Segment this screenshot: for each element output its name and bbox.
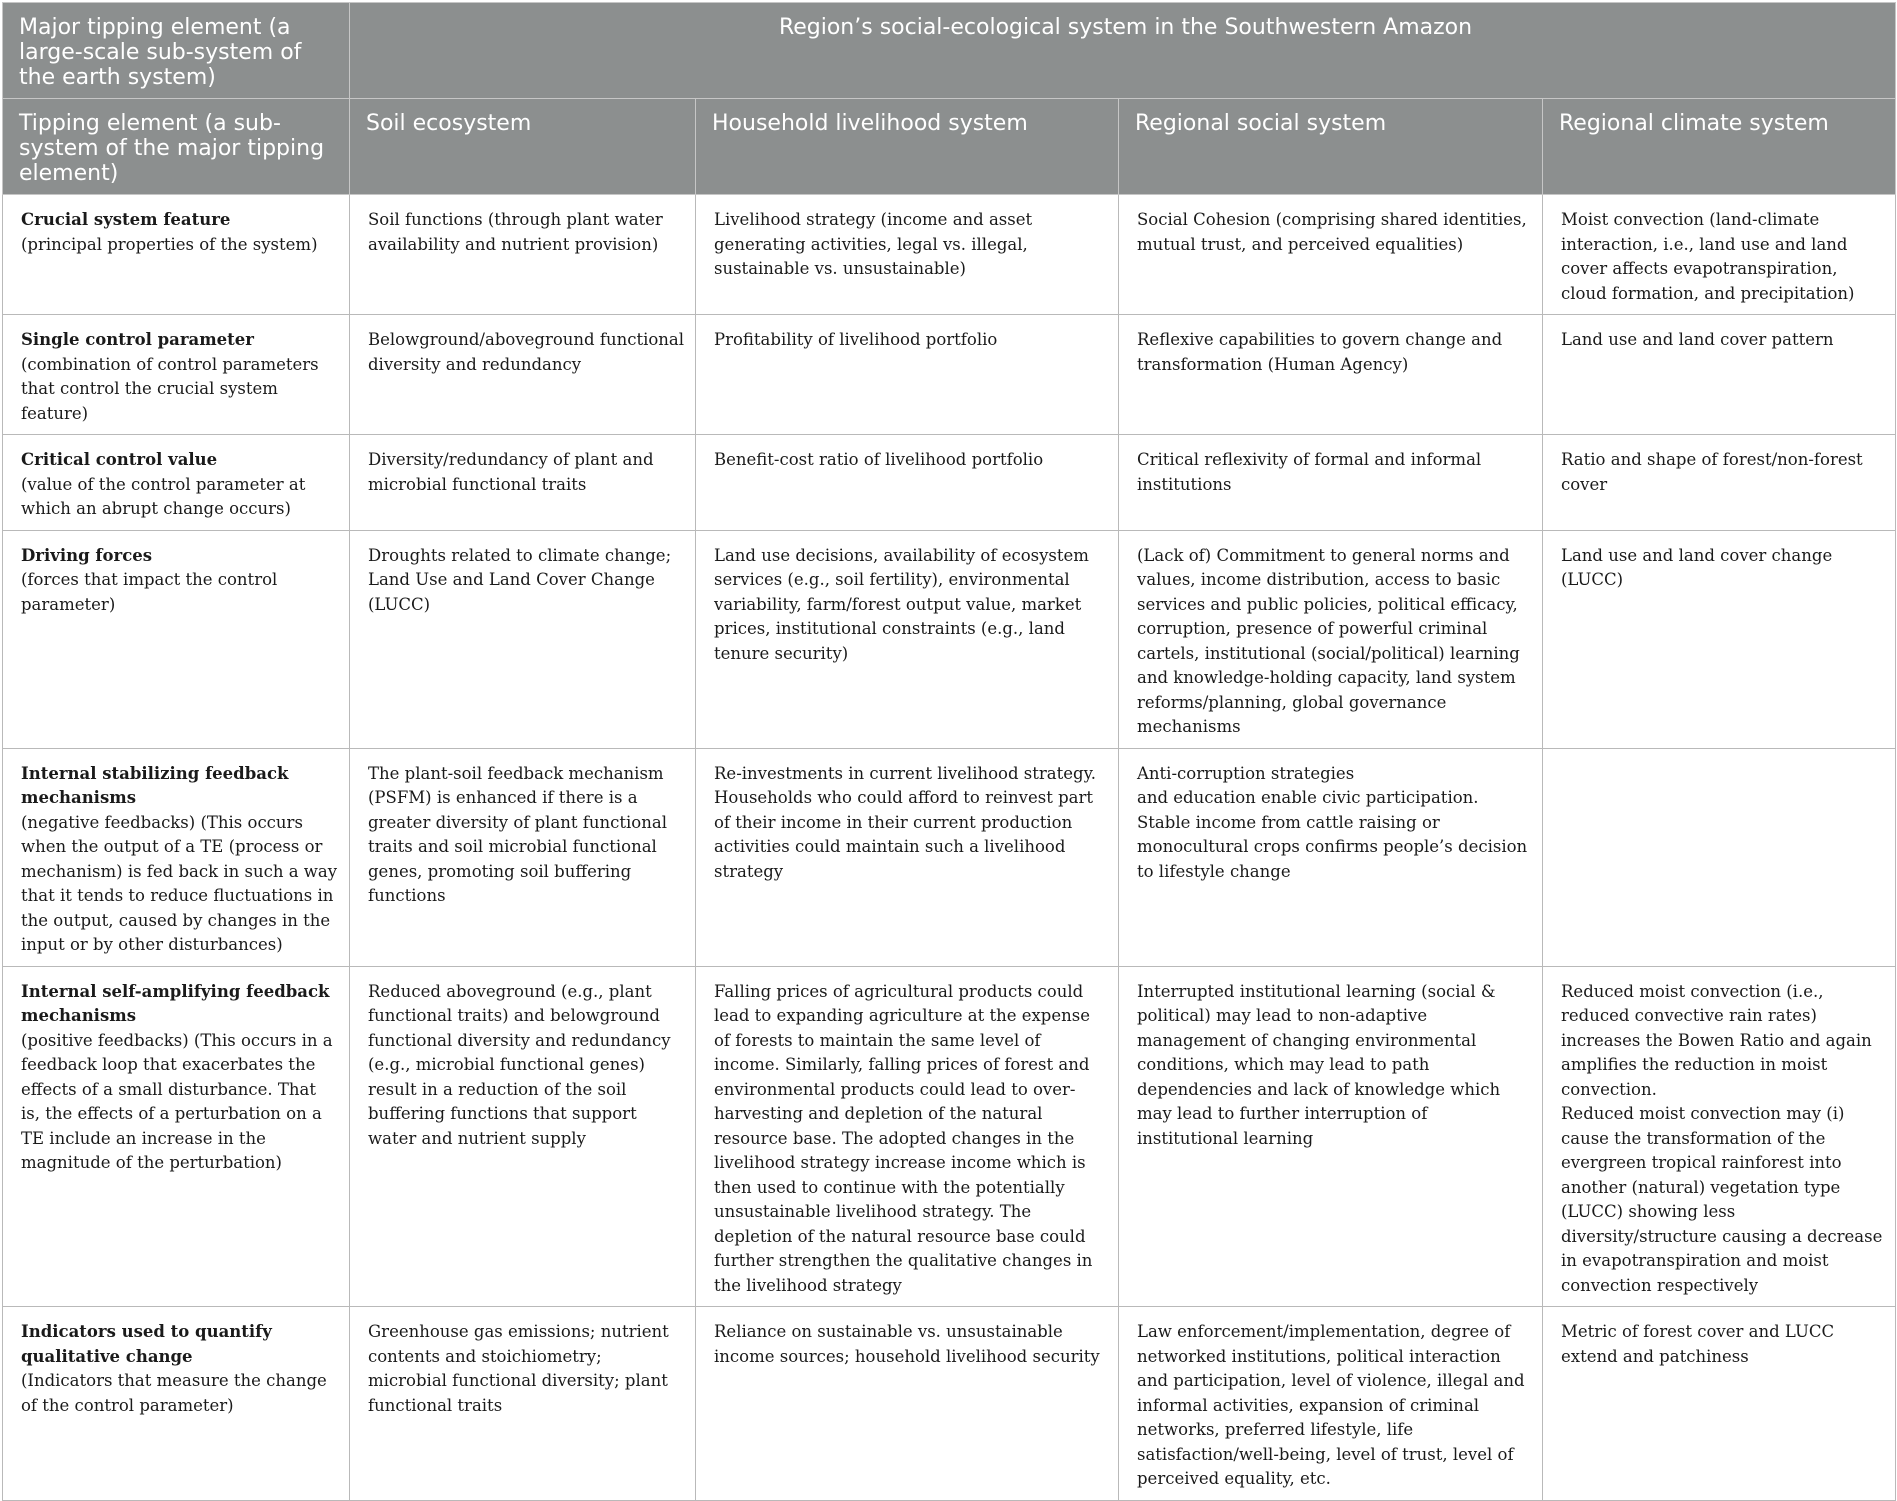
cell-household: Livelihood strategy (income and asset generating activities, legal vs. illegal, sustainable vs. unsustainable) (696, 195, 1119, 315)
cell-soil: Greenhouse gas emissions; nutrient contents and stoichiometry; microbial functional diversity; plant functional traits (350, 1307, 696, 1501)
table-row-control-parameter (3, 315, 1896, 435)
row-label (3, 195, 350, 315)
cell-household: Benefit-cost ratio of livelihood portfolio (696, 435, 1119, 531)
row-label (3, 530, 350, 748)
table-row-indicators (3, 1307, 1896, 1501)
cell-soil: Belowground/aboveground functional diversity and redundancy (350, 315, 696, 435)
row-label (3, 435, 350, 531)
cell-social: Social Cohesion (comprising shared identities, mutual trust, and perceived equalities) (1119, 195, 1543, 315)
header-region-system: Region’s social-ecological system in the Southwestern Amazon (350, 3, 1896, 99)
cell-household: Profitability of livelihood portfolio (696, 315, 1119, 435)
cell-household: Reliance on sustainable vs. unsustainable income sources; household livelihood security (696, 1307, 1119, 1501)
cell-climate: Land use and land cover change (LUCC) (1543, 530, 1896, 748)
row-label-title: Single control parameter (21, 330, 254, 349)
row-label-title: Internal stabilizing feedback mechanisms (21, 763, 289, 807)
row-label (3, 748, 350, 966)
row-label-title: Crucial system feature (21, 210, 231, 229)
header-col-climate: Regional climate system (1543, 99, 1896, 195)
cell-social: Interrupted institutional learning (social & political) may lead to non-adaptive management of changing environmental conditions, which may lead to path dependencies and lack of knowledge which may lead to further interruption of institutional learning (1119, 966, 1543, 1307)
row-label-title: Critical control value (21, 450, 218, 469)
cell-line: Anti-corruption strategies (1137, 763, 1355, 783)
header-col-social: Regional social system (1119, 99, 1543, 195)
cell-household: Land use decisions, availability of ecosystem services (e.g., soil fertility), environmental variability, farm/forest output value, market prices, institutional constraints (e.g., land tenure security) (696, 530, 1119, 748)
cell-soil: Diversity/redundancy of plant and microbial functional traits (350, 435, 696, 531)
header-col-soil: Soil ecosystem (350, 99, 696, 195)
cell-climate: Moist convection (land-climate interaction, i.e., land use and land cover affects evapotranspiration, cloud formation, and precipitation) (1543, 195, 1896, 315)
cell-line: Stable income from cattle raising or monocultural crops confirms people’s decision to lifestyle change (1137, 812, 1528, 881)
header-row-tipping (3, 99, 1896, 195)
cell-social: Critical reflexivity of formal and informal institutions (1119, 435, 1543, 531)
row-label-title: Internal self-amplifying feedback mechanisms (21, 981, 330, 1025)
row-label (3, 315, 350, 435)
header-tipping-element: Tipping element (a sub-system of the major tipping element) (3, 99, 350, 195)
header-major-tipping-element: Major tipping element (a large-scale sub-system of the earth system) (3, 3, 350, 99)
table-row-stabilizing-feedback (3, 748, 1896, 966)
row-label (3, 1307, 350, 1501)
row-label-desc: (value of the control parameter at which an abrupt change occurs) (21, 474, 306, 518)
table-row-critical-value (3, 435, 1896, 531)
row-label-title: Indicators used to quantify qualitative change (21, 1322, 272, 1366)
cell-climate (1543, 748, 1896, 966)
cell-social: (Lack of) Commitment to general norms and values, income distribution, access to basic services and public policies, political efficacy, corruption, presence of powerful criminal cartels, institutional (social/political) learning and knowledge-holding capacity, land system reforms/planning, global governance mechanisms (1119, 530, 1543, 748)
row-label-desc: (negative feedbacks) (This occurs when the output of a TE (process or mechanism) is fed back in such a way that it tends to reduce fluctuations in the output, caused by changes in the input or by other disturbances) (21, 812, 338, 954)
cell-line: Reduced moist convection (i.e., reduced convective rain rates) increases the Bowen Ratio and again amplifies the reduction in moist convection. (1561, 981, 1872, 1099)
row-label-desc: (Indicators that measure the change of the control parameter) (21, 1371, 327, 1415)
row-label-desc: (combination of control parameters that control the crucial system feature) (21, 354, 319, 423)
header-col-household: Household livelihood system (696, 99, 1119, 195)
row-label-desc: (positive feedbacks) (This occurs in a feedback loop that exacerbates the effects of a small disturbance. That is, the effects of a perturbation on a TE include an increase in the magnitude of the perturbation) (21, 1030, 333, 1172)
tipping-elements-table (2, 2, 1896, 1501)
table-row-crucial-feature (3, 195, 1896, 315)
row-label (3, 966, 350, 1307)
cell-climate: Ratio and shape of forest/non-forest cover (1543, 435, 1896, 531)
cell-climate (1543, 966, 1896, 1307)
cell-household: Falling prices of agricultural products could lead to expanding agriculture at the expense of forests to maintain the same level of income. Similarly, falling prices of forest and environmental products could lead to over-harvesting and depletion of the natural resource base. The adopted changes in the livelihood strategy increase income which is then used to continue with the potentially unsustainable livelihood strategy. The depletion of the natural resource base could further strengthen the qualitative changes in the livelihood strategy (696, 966, 1119, 1307)
row-label-desc: (principal properties of the system) (21, 234, 318, 254)
cell-social (1119, 748, 1543, 966)
cell-climate: Metric of forest cover and LUCC extend and patchiness (1543, 1307, 1896, 1501)
row-label-desc: (forces that impact the control parameter) (21, 570, 278, 614)
cell-soil: Soil functions (through plant water availability and nutrient provision) (350, 195, 696, 315)
cell-soil: Droughts related to climate change; Land Use and Land Cover Change (LUCC) (350, 530, 696, 748)
table-row-amplifying-feedback (3, 966, 1896, 1307)
header-row-major (3, 3, 1896, 99)
cell-soil: The plant-soil feedback mechanism (PSFM) is enhanced if there is a greater diversity of plant functional traits and soil microbial functional genes, promoting soil buffering functions (350, 748, 696, 966)
cell-line: and education enable civic participation. (1137, 788, 1479, 807)
cell-line: Reduced moist convection may (i) cause the transformation of the evergreen tropical rainforest into another (natural) vegetation type (LUCC) showing less diversity/structure causing a decrease in evapotranspiration and moist convection respectively (1561, 1104, 1883, 1295)
cell-climate: Land use and land cover pattern (1543, 315, 1896, 435)
cell-soil: Reduced aboveground (e.g., plant functional traits) and belowground functional diversity and redundancy (e.g., microbial functional genes) result in a reduction of the soil buffering functions that support water and nutrient supply (350, 966, 696, 1307)
cell-social: Law enforcement/implementation, degree of networked institutions, political interaction and participation, level of violence, illegal and informal activities, expansion of criminal networks, preferred lifestyle, life satisfaction/well-being, level of trust, level of perceived equality, etc. (1119, 1307, 1543, 1501)
cell-social: Reflexive capabilities to govern change and transformation (Human Agency) (1119, 315, 1543, 435)
table-row-driving-forces (3, 530, 1896, 748)
cell-household: Re-investments in current livelihood strategy. Households who could afford to reinvest part of their income in their current production activities could maintain such a livelihood strategy (696, 748, 1119, 966)
row-label-title: Driving forces (21, 545, 153, 565)
